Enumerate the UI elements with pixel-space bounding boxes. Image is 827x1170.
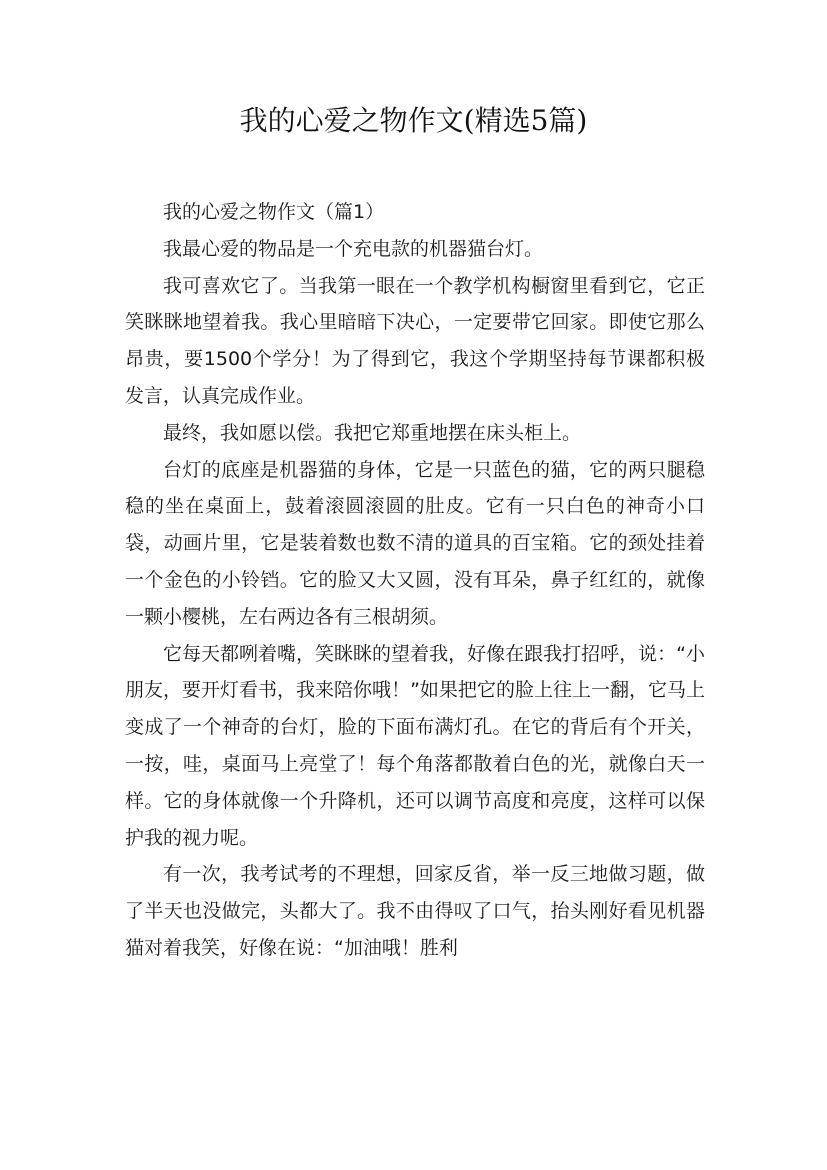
document-title: 我的心爱之物作文(精选5篇) [239, 104, 588, 137]
paragraph: 有一次，我考试考的不理想，回家反省，举一反三地做习题，做了半天也没做完，头都大了。我不由得叹了口气，抬头刚好看见机器猫对着我笑，好像在说：“加油哦！胜利 [125, 863, 705, 959]
paragraph: 最终，我如愿以偿。我把它郑重地摆在床头柜上。 [163, 421, 582, 444]
paragraph: 台灯的底座是机器猫的身体，它是一只蓝色的猫，它的两只腿稳稳的坐在桌面上，鼓着滚圆滚圆的肚皮。它有一只白色的神奇小口袋，动画片里，它是装着数也数不清的道具的百宝箱。它的颈处挂着一个金色的小铃铛。它的脸又大又圆，没有耳朵，鼻子红红的，就像一颗小樱桃，左右两边各有三根胡须。 [125, 458, 705, 628]
paragraph: 它每天都咧着嘴，笑眯眯的望着我，好像在跟我打招呼，说：“小朋友，要开灯看书，我来陪你哦！”如果把它的脸上往上一翻，它马上变成了一个神奇的台灯，脸的下面布满灯孔。在它的背后有个开关，一按，哇，桌面马上亮堂了！每个角落都散着白色的光，就像白天一样。它的身体就像一个升降机，还可以调节高度和亮度，这样可以保护我的视力呢。 [125, 642, 705, 849]
document-body [125, 194, 705, 967]
section-heading: 我的心爱之物作文（篇1） [163, 201, 385, 223]
paragraph: 我可喜欢它了。当我第一眼在一个教学机构橱窗里看到它，它正笑眯眯地望着我。我心里暗暗下决心，一定要带它回家。即使它那么昂贵，要1500个学分！为了得到它，我这个学期坚持每节课都积极发言，认真完成作业。 [125, 274, 705, 407]
paragraph: 我最心爱的物品是一个充电款的机器猫台灯。 [163, 237, 544, 260]
